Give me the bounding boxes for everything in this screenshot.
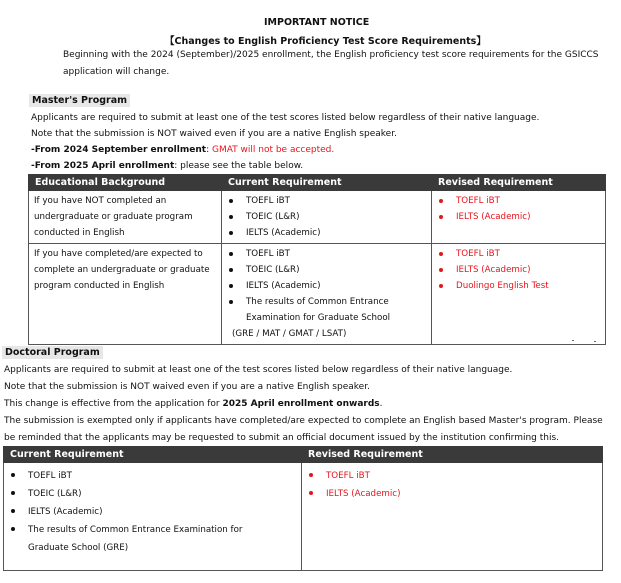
masters-line-3-label: -From 2024 September enrollment [31,145,207,155]
list-item [9,521,296,557]
masters-line-2: Note that the submission is NOT waived even if you are a native English speaker. [31,129,397,139]
masters-line-4 [31,161,303,171]
list-item: IELTS (Academic) [227,278,426,294]
masters-table-header [29,175,606,191]
list-item-line: The results of Common Entrance [246,297,389,307]
masters-requirements-table [28,174,606,345]
background-text-line: complete an undergraduate or graduate [34,265,210,275]
revised-requirement-cell [432,191,606,244]
list-item: IELTS (Academic) [9,503,296,521]
background-cell [29,191,222,244]
header-revised-requirement: Revised Requirement [432,175,606,191]
list-item: TOEFL iBT [227,246,426,262]
table-row [4,463,603,571]
exam-list-line: (GRE / MAT / GMAT / LSAT) [232,329,347,339]
doctoral-line-2: Note that the submission is NOT waived even if you are a native English speaker. [4,382,370,392]
intro-line-1: Beginning with the 2024 (September)/2025 enrollment, the English proficiency test score requirements for the GSICCS [63,50,599,60]
scan-speck [594,341,596,342]
revised-requirement-cell [432,244,606,345]
notice-title: IMPORTANT NOTICE [264,17,370,28]
list-item-line: Examination for Graduate School [246,313,391,323]
current-requirement-cell [4,463,302,571]
header-current-requirement: Current Requirement [4,447,302,463]
list-item-line: The results of Common Entrance Examination for [28,525,243,535]
current-requirement-cell [222,191,432,244]
revised-requirement-cell [302,463,603,571]
table-row [29,244,606,345]
list-item: TOEFL iBT [227,193,426,209]
background-text-line: conducted in English [34,228,125,238]
doctoral-line-5: be reminded that the applicants may be requested to submit an official document issued by the institution confirming this. [4,433,560,443]
list-item-line: Graduate School (GRE) [28,543,129,553]
current-requirement-cell [222,244,432,345]
masters-line-4-rest: : please see the table below. [174,161,304,171]
header-educational-background: Educational Background [29,175,222,191]
background-text-line: undergraduate or graduate program [34,212,193,222]
masters-section-title: Master's Program [29,94,130,107]
masters-line-3 [31,145,334,155]
scan-speck [572,340,574,341]
list-item [227,294,426,326]
list-item: IELTS (Academic) [437,209,600,225]
list-item: TOEIC (L&R) [9,485,296,503]
background-text-line: If you have NOT completed an [34,196,167,206]
masters-line-4-label: -From 2025 April enrollment [31,161,175,171]
list-item: TOEFL iBT [307,467,597,485]
header-current-requirement: Current Requirement [222,175,432,191]
notice-subtitle: 【Changes to English Proficiency Test Score Requirements】 [165,36,486,47]
list-item: Duolingo English Test [437,278,600,294]
list-item: TOEFL iBT [437,246,600,262]
gmat-not-accepted-note: GMAT will not be accepted. [211,145,335,155]
background-text-line: program conducted in English [34,281,165,291]
background-text-line: If you have completed/are expected to [34,249,203,259]
list-item: TOEFL iBT [9,467,296,485]
doctoral-section-title: Doctoral Program [2,346,103,359]
doctoral-line-3-post: . [379,399,383,409]
masters-line-3-sep: : [206,145,212,155]
doctoral-line-1: Applicants are required to submit at least one of the test scores listed below regardless of their native language. [4,365,513,375]
doctoral-line-4: The submission is exempted only if applicants have completed/are expected to complete an English based Master's program. Please [4,416,603,426]
list-item: IELTS (Academic) [307,485,597,503]
masters-line-1: Applicants are required to submit at least one of the test scores listed below regardless of their native language. [31,113,540,123]
doctoral-line-3 [4,399,383,409]
list-item: TOEIC (L&R) [227,262,426,278]
table-row [29,191,606,244]
header-revised-requirement: Revised Requirement [302,447,603,463]
doctoral-table-header [4,447,603,463]
list-item: IELTS (Academic) [437,262,600,278]
list-item: TOEIC (L&R) [227,209,426,225]
background-cell [29,244,222,345]
doctoral-requirements-table [3,446,603,571]
list-item: TOEFL iBT [437,193,600,209]
doctoral-line-3-bold: 2025 April enrollment onwards [222,399,380,409]
intro-line-2: application will change. [63,67,170,77]
list-item: IELTS (Academic) [227,225,426,241]
doctoral-line-3-pre: This change is effective from the application for [4,399,223,409]
